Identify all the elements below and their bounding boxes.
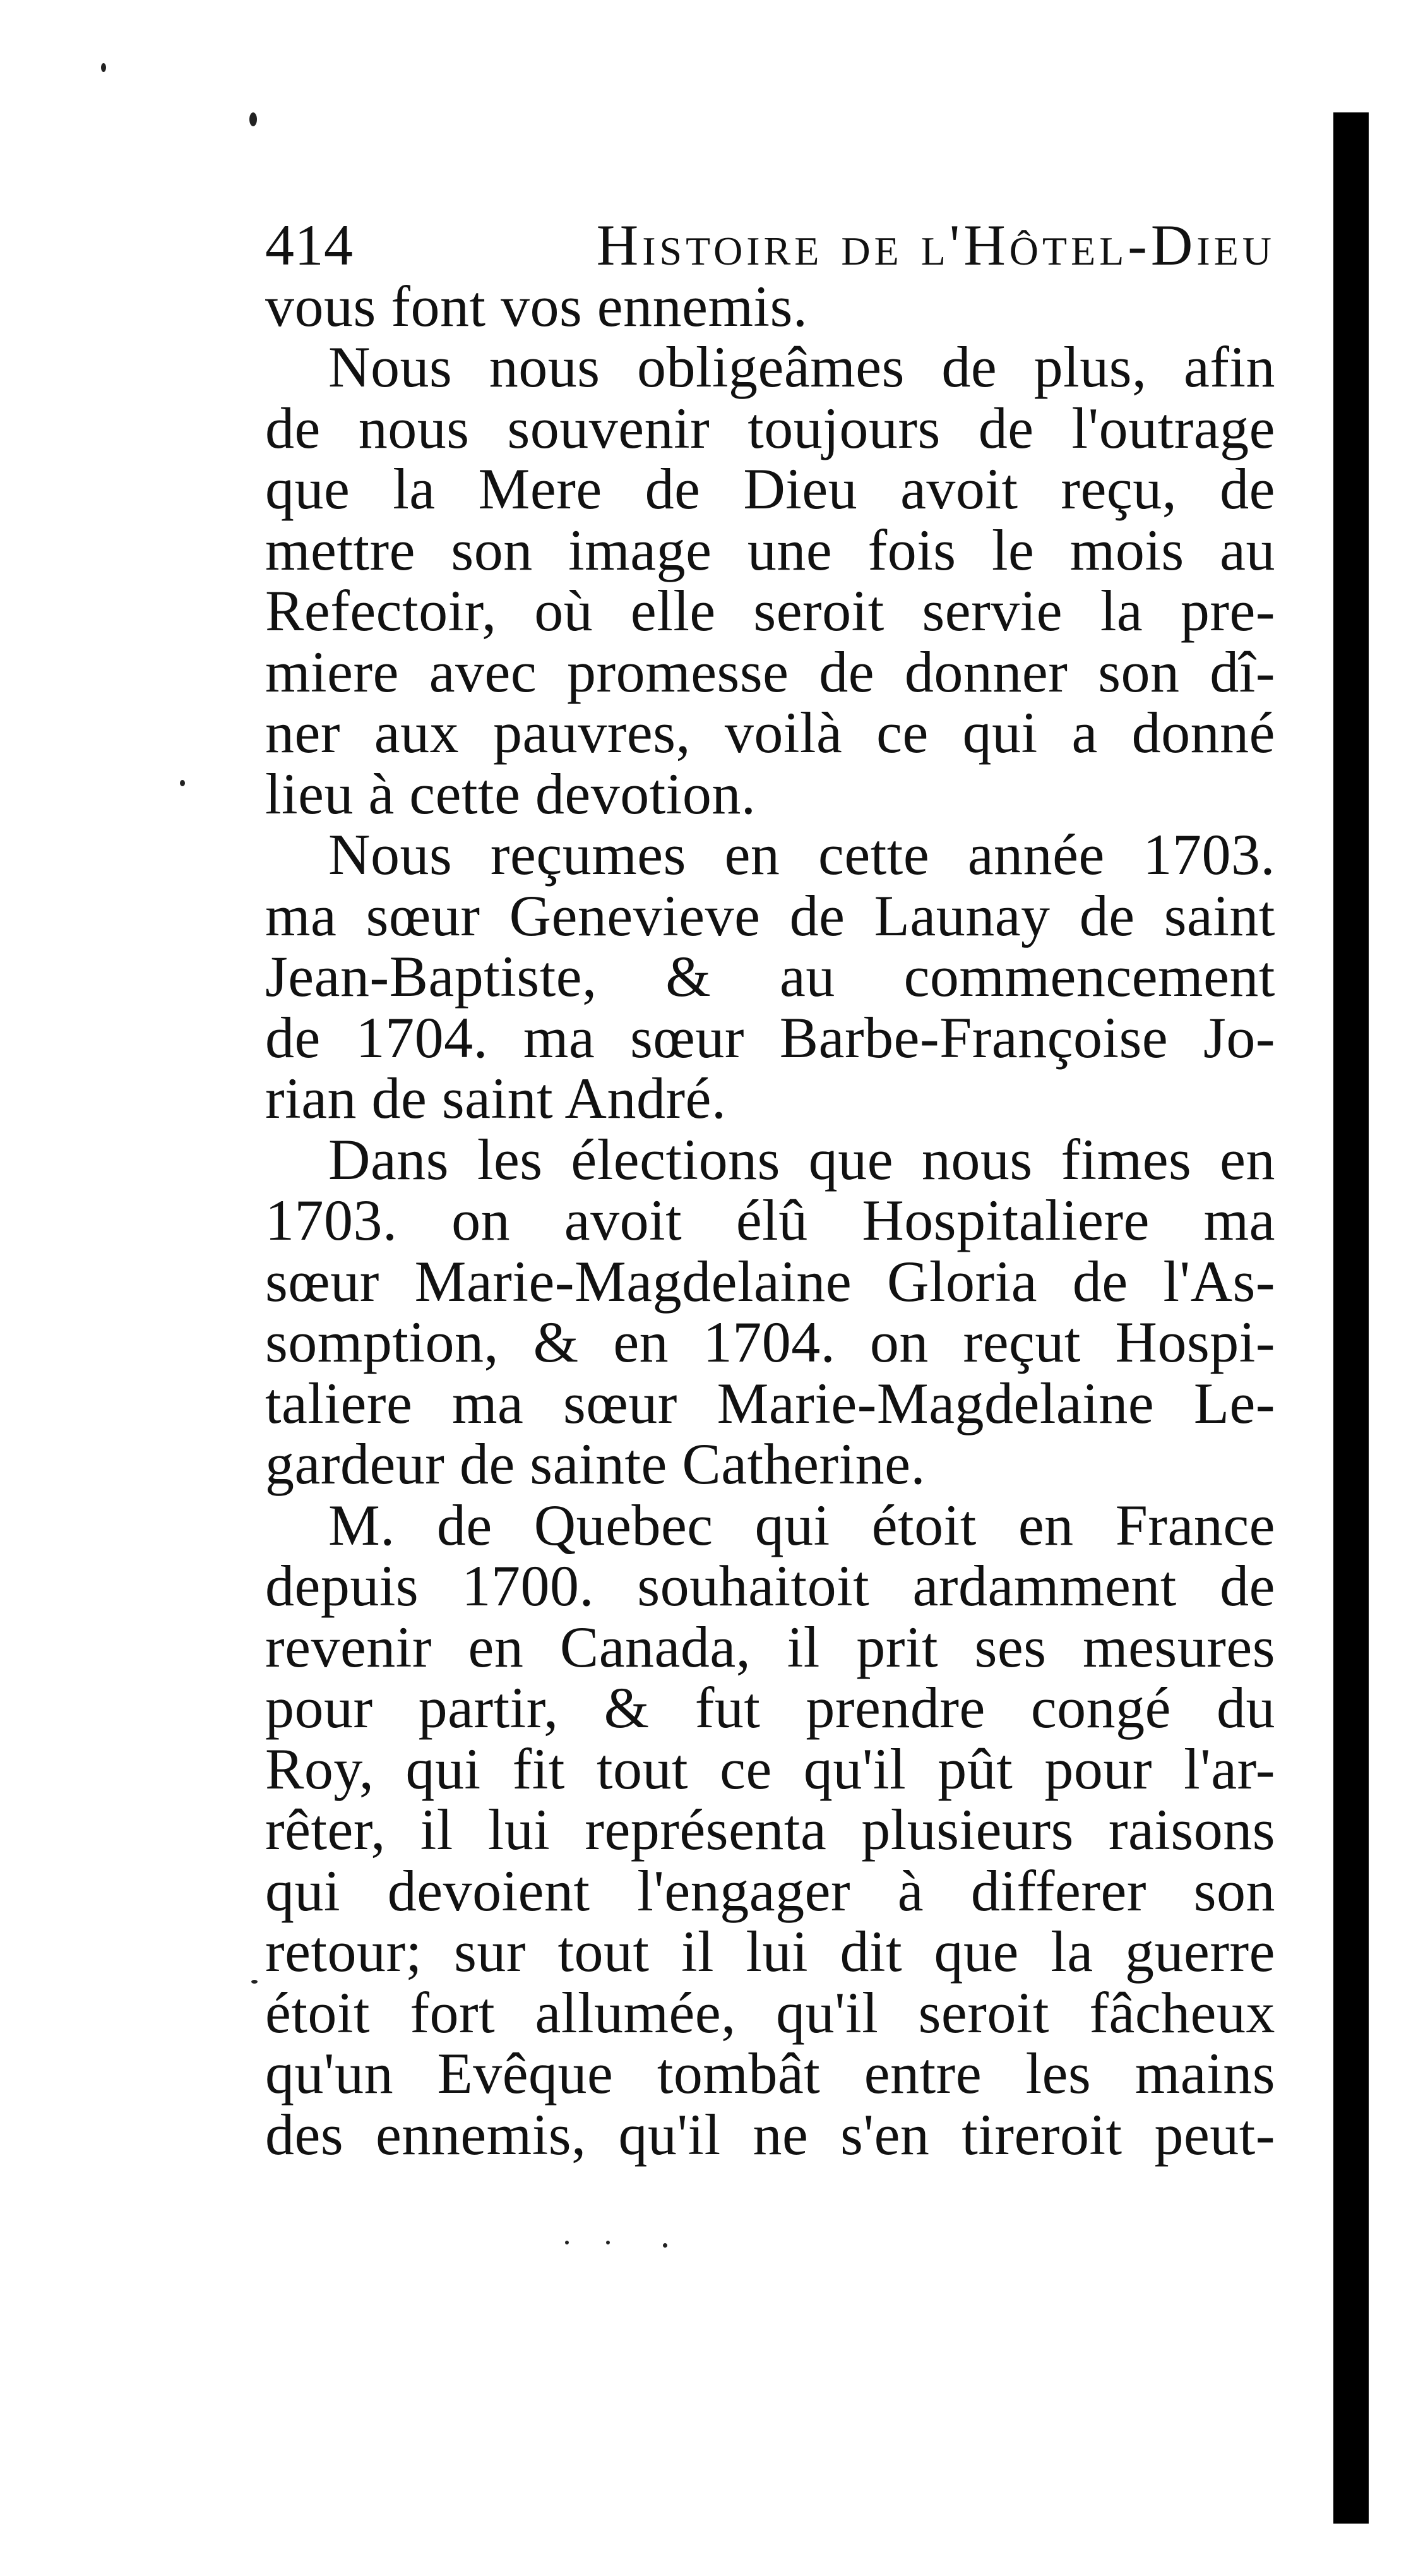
text-line: Refectoir, où elle seroit servie la pre- <box>265 578 1275 643</box>
text-line: étoit fort allumée, qu'il seroit fâcheux <box>265 1980 1275 2045</box>
running-title: Histoire de l'Hôtel-Dieu <box>596 213 1275 277</box>
text-line: sœur Marie-Magdelaine Gloria de l'As- <box>265 1249 1275 1314</box>
text-line: mettre son image une fois le mois au <box>265 517 1275 582</box>
scan-speck <box>606 2241 610 2244</box>
scan-edge-bar <box>1333 112 1369 2524</box>
running-head <box>265 215 1275 276</box>
text-line: de nous souvenir toujours de l'outrage <box>265 395 1275 460</box>
page-text <box>265 215 1288 2165</box>
text-line: gardeur de sainte Catherine. <box>265 1432 926 1496</box>
scan-speck <box>251 1980 258 1984</box>
scan-speck <box>663 2243 667 2248</box>
text-line: revenir en Canada, il prit ses mesures <box>265 1614 1275 1679</box>
text-line: rian de saint André. <box>265 1066 727 1130</box>
text-line: Roy, qui fit tout ce qu'il pût pour l'ar- <box>265 1736 1275 1801</box>
text-line: pour partir, & fut prendre congé du <box>265 1675 1275 1740</box>
scan-speck <box>565 2241 569 2244</box>
text-line: lieu à cette devotion. <box>265 761 756 826</box>
text-line: vous font vos ennemis. <box>265 273 808 338</box>
text-line: retour; sur tout il lui dit que la guerre <box>265 1919 1275 1984</box>
text-line: ma sœur Genevieve de Launay de saint <box>265 883 1275 948</box>
text-line: que la Mere de Dieu avoit reçu, de <box>265 457 1275 521</box>
text-line: somption, & en 1704. on reçut Hospi- <box>265 1310 1275 1374</box>
text-line: qu'un Evêque tombât entre les mains <box>265 2041 1275 2106</box>
scan-speck <box>180 780 185 786</box>
text-line: depuis 1700. souhaitoit ardamment de <box>265 1554 1275 1618</box>
text-line: des ennemis, qu'il ne s'en tireroit peut- <box>265 2102 1275 2167</box>
text-line: Jean-Baptiste, & au commencement <box>265 944 1275 1009</box>
text-line: 1703. on avoit élû Hospitaliere ma <box>265 1188 1275 1252</box>
text-line: de 1704. ma sœur Barbe-Françoise Jo- <box>265 1005 1275 1070</box>
text-line: Dans les élections que nous fimes en <box>328 1127 1275 1192</box>
text-line: miere avec promesse de donner son dî- <box>265 639 1275 704</box>
text-line: Nous reçumes en cette année 1703. <box>328 822 1275 887</box>
page-number: 414 <box>265 213 354 277</box>
text-line: taliere ma sœur Marie-Magdelaine Le- <box>265 1370 1275 1435</box>
scan-speck <box>101 63 106 72</box>
text-line: ner aux pauvres, voilà ce qui a donné <box>265 700 1275 765</box>
text-line: Nous nous obligeâmes de plus, afin <box>328 335 1275 399</box>
text-line: M. de Quebec qui étoit en France <box>328 1492 1275 1557</box>
scan-speck <box>249 112 257 126</box>
text-line: rêter, il lui représenta plusieurs raisons <box>265 1797 1275 1862</box>
text-line: qui devoient l'engager à differer son <box>265 1858 1275 1923</box>
